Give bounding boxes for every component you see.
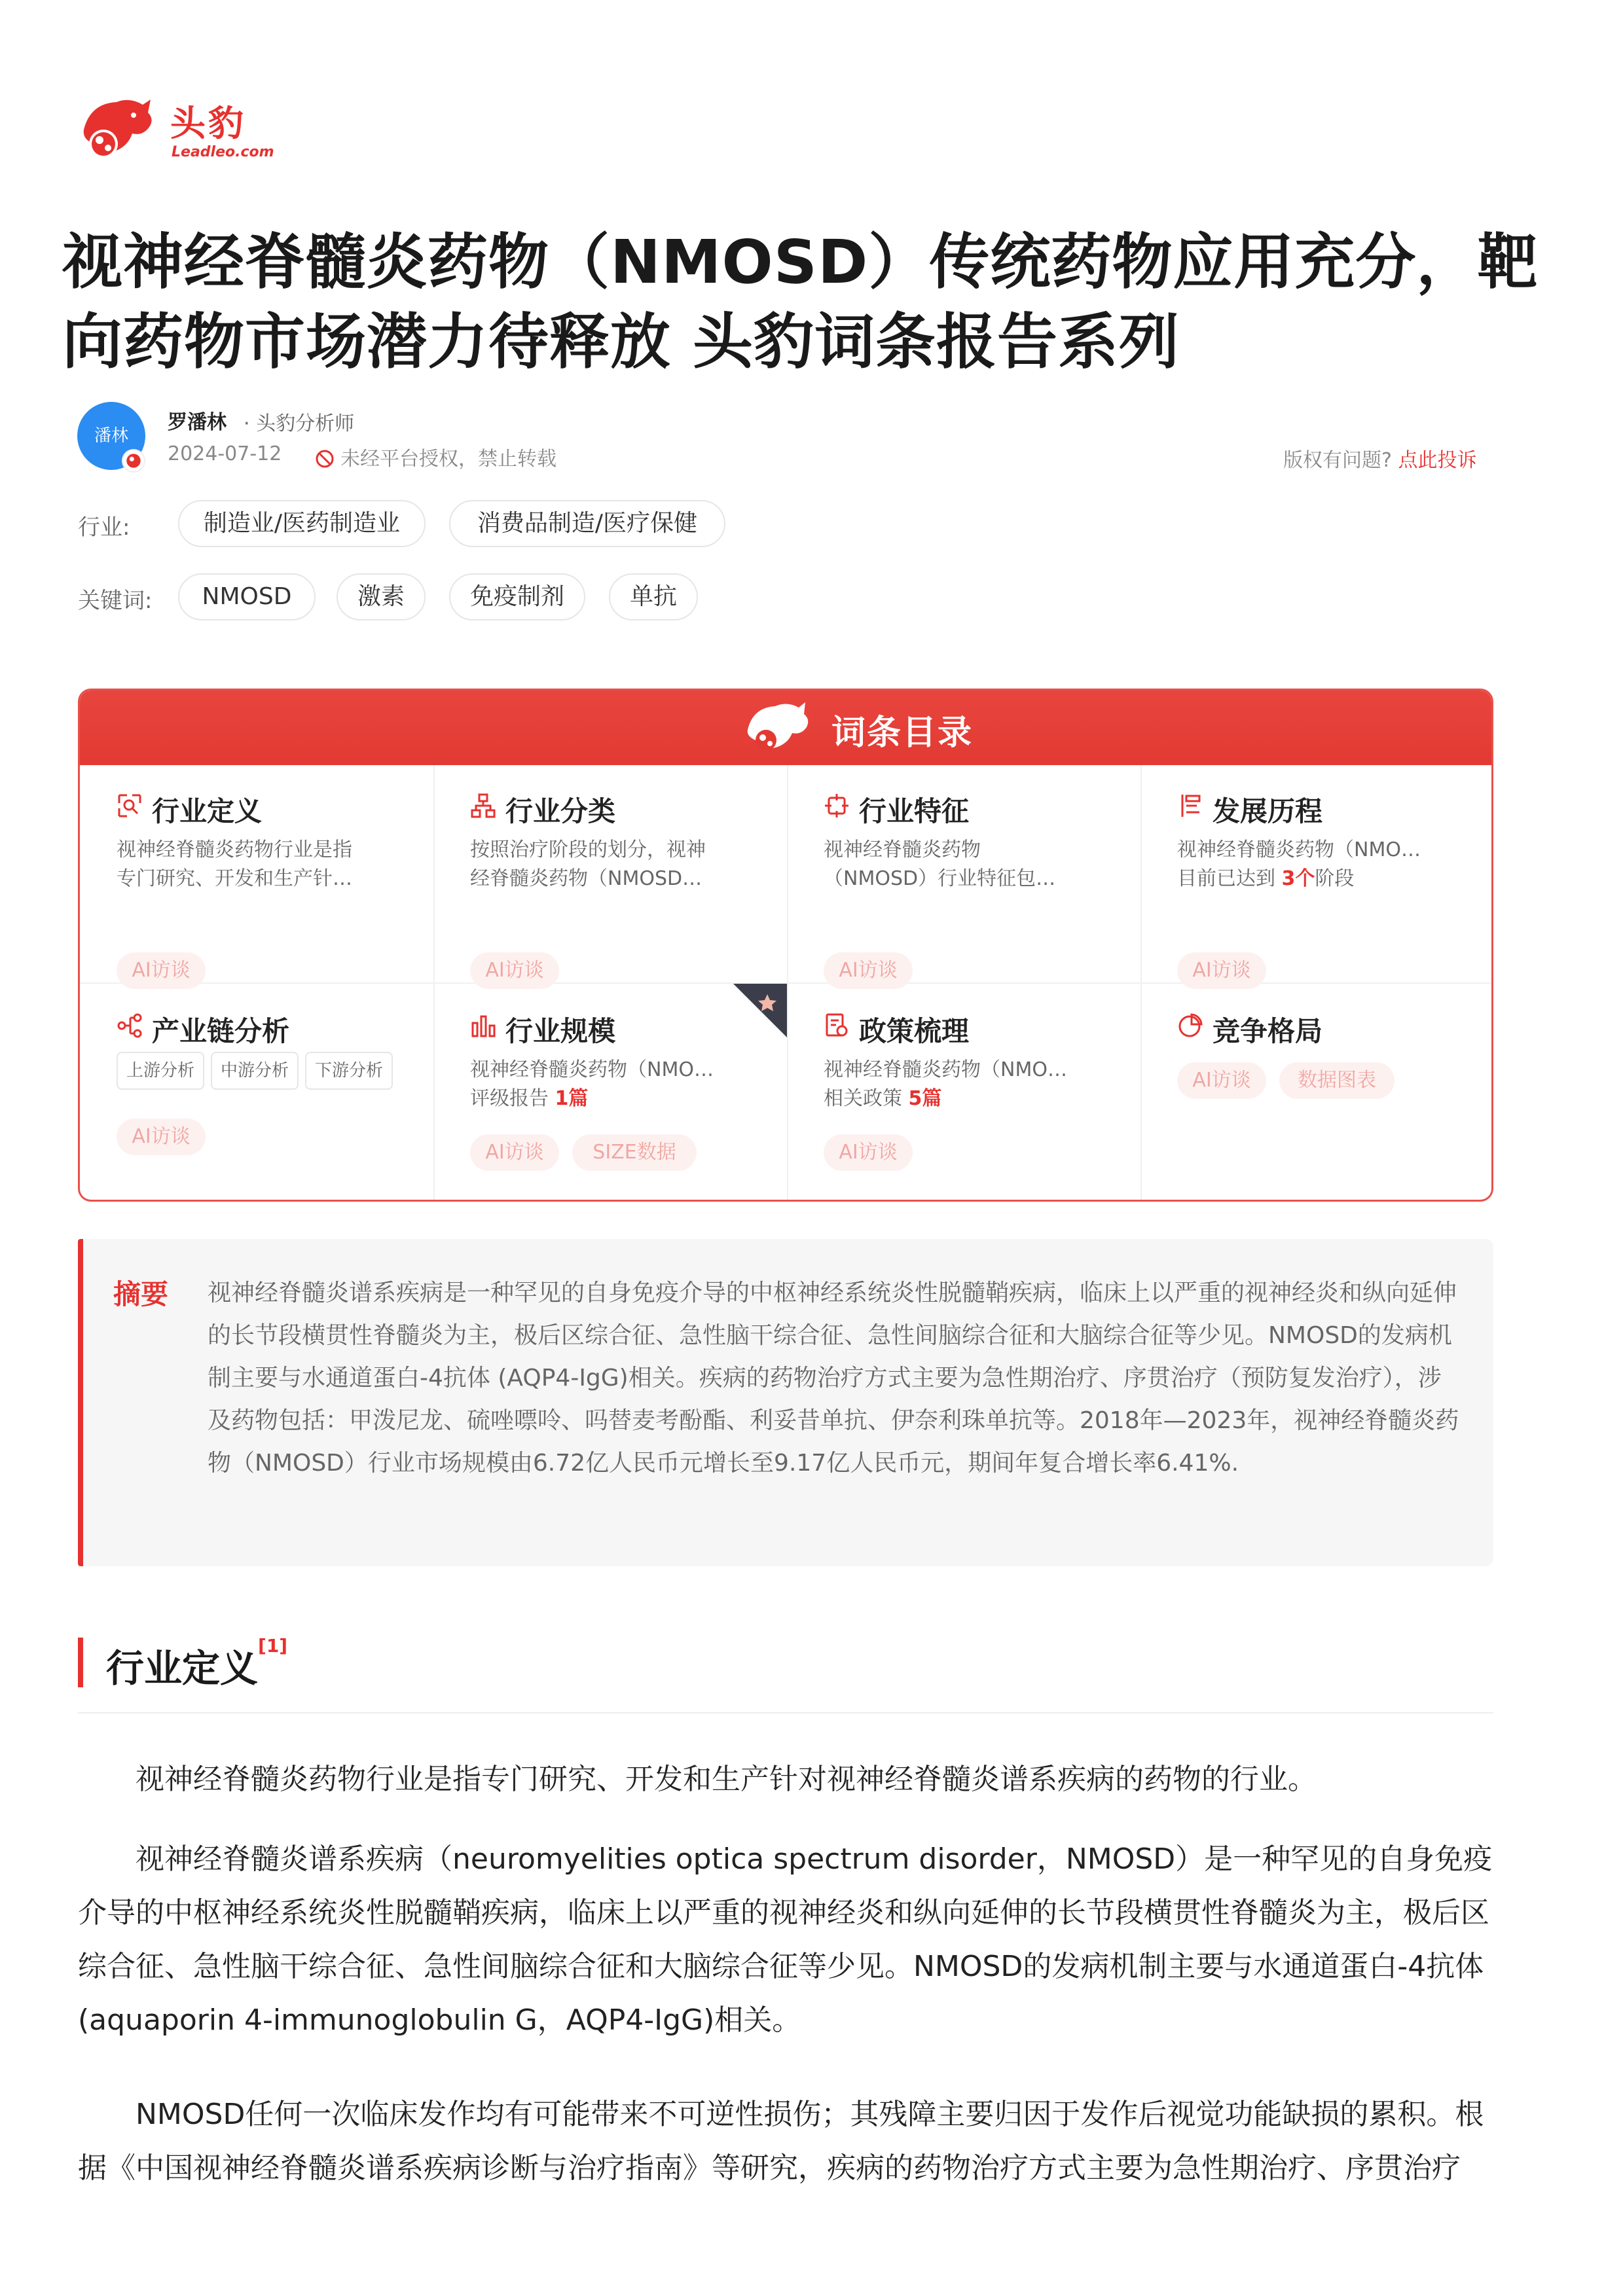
catalog-item-title: 发展历程: [1213, 795, 1323, 827]
page-title: 视神经脊髓炎药物（NMOSD）传统药物应用充分，靶向药物市场潜力待释放 头豹词条报告系列: [62, 227, 1539, 377]
catalog-item-title: 行业分类: [505, 795, 616, 827]
catalog-header: [80, 691, 1491, 765]
industry-label: 行业:: [78, 514, 130, 541]
catalog-item-title: 行业定义: [152, 795, 263, 827]
report-link[interactable]: 点此投诉: [1398, 449, 1477, 472]
midstream-tag[interactable]: 中游分析: [211, 1052, 299, 1090]
pie-chart-icon: [1177, 1013, 1203, 1039]
brand-name: 头豹: [170, 103, 246, 144]
chain-icon: [117, 1013, 143, 1039]
catalog-item-features[interactable]: [787, 764, 1140, 983]
catalog-item-desc: 视神经脊髓炎药物行业是指 专门研究、开发和生产针…: [117, 838, 352, 890]
hierarchy-icon: [470, 793, 496, 819]
catalog-item-desc: 视神经脊髓炎药物 （NMOSD）行业特征包…: [824, 838, 1056, 890]
industry-chip[interactable]: 制造业/医药制造业: [178, 500, 426, 547]
abstract-box: [78, 1239, 1493, 1566]
divider: [78, 1712, 1493, 1713]
copyright-notice: [1283, 444, 1476, 473]
publish-date: 2024-07-12: [168, 442, 282, 465]
author-role: · 头豹分析师: [244, 412, 355, 435]
catalog-item-title: 产业链分析: [152, 1015, 290, 1047]
downstream-tag[interactable]: 下游分析: [305, 1052, 393, 1090]
avatar[interactable]: 潘林: [77, 402, 145, 470]
catalog-item-classification[interactable]: [433, 764, 787, 983]
crosshair-icon: [824, 793, 850, 819]
catalog-item-desc: 视神经脊髓炎药物（NMO… 相关政策 5篇: [824, 1058, 1067, 1110]
catalog-item-title: 行业规模: [505, 1015, 616, 1047]
prohibited-icon: [314, 448, 335, 469]
timeline-icon: [1177, 793, 1203, 819]
copyright-question: 版权有问题?: [1283, 449, 1392, 472]
catalog-title: 词条目录: [831, 713, 974, 753]
ai-interview-pill[interactable]: AI访谈: [1177, 1062, 1266, 1099]
keyword-chip[interactable]: 单抗: [609, 573, 698, 620]
abstract-label: 摘要: [113, 1278, 169, 1310]
catalog-item-competition[interactable]: [1140, 984, 1493, 1202]
keyword-chip[interactable]: NMOSD: [178, 573, 316, 620]
abstract-accent: [78, 1239, 83, 1566]
catalog-item-desc: 视神经脊髓炎药物（NMO… 评级报告 1篇: [470, 1058, 714, 1110]
search-doc-icon: [117, 793, 143, 819]
industry-chip[interactable]: 消费品制造/医疗保健: [449, 500, 725, 547]
section-title: 行业定义[1]: [106, 1635, 288, 1691]
catalog-item-title: 行业特征: [859, 795, 970, 827]
brand-domain: Leadleo.com: [172, 144, 274, 160]
size-data-pill[interactable]: SIZE数据: [572, 1134, 697, 1171]
ai-interview-pill[interactable]: AI访谈: [117, 1119, 206, 1155]
section-accent: [78, 1638, 83, 1687]
author-name[interactable]: 罗潘林: [168, 411, 227, 434]
paragraph: 视神经脊髓炎药物行业是指专门研究、开发和生产针对视神经脊髓炎谱系疾病的药物的行业。: [136, 1763, 1317, 1796]
ai-interview-pill[interactable]: AI访谈: [1177, 952, 1266, 989]
reference-link[interactable]: [1]: [258, 1635, 288, 1657]
catalog-item-history[interactable]: [1140, 764, 1493, 983]
data-chart-pill[interactable]: 数据图表: [1279, 1062, 1395, 1099]
ai-interview-pill[interactable]: AI访谈: [824, 1134, 913, 1171]
policy-doc-icon: [824, 1013, 850, 1039]
ai-interview-pill[interactable]: AI访谈: [824, 952, 913, 989]
repost-notice: [314, 442, 556, 471]
ai-interview-pill[interactable]: AI访谈: [117, 952, 206, 989]
featured-star-icon: [733, 984, 787, 1037]
paragraph: 视神经脊髓炎谱系疾病（neuromyelities optica spectrum disorder，NMOSD）是一种罕见的自身免疫介导的中枢神经系统炎性脱髓鞘疾病，临床上以严重的视神经炎和纵向延伸的长节段横贯性脊髓炎为主，极后区综合征、急性脑干综合征、急性间脑综合征和大脑综合征等少见。NMOSD的发病机制主要与水通道蛋白-4抗体 (aquaporin 4-immunoglobulin G，AQP4-IgG)相关。: [78, 1842, 1493, 2037]
bar-chart-icon: [470, 1013, 496, 1039]
catalog-item-desc: 视神经脊髓炎药物（NMO… 目前已达到 3个阶段: [1177, 838, 1421, 890]
leopard-logo-icon: [77, 90, 156, 169]
catalog-item-scale[interactable]: [433, 984, 787, 1202]
leopard-logo-icon: [742, 697, 821, 760]
ai-interview-pill[interactable]: AI访谈: [470, 1134, 559, 1171]
catalog-card: [78, 689, 1493, 1202]
catalog-item-desc: 按照治疗阶段的划分，视神 经脊髓炎药物（NMOSD…: [470, 838, 706, 890]
repost-notice-text: 未经平台授权，禁止转载: [340, 448, 556, 471]
catalog-item-policy[interactable]: [787, 984, 1140, 1202]
catalog-item-definition[interactable]: [80, 764, 433, 983]
catalog-item-title: 竞争格局: [1213, 1015, 1323, 1047]
abstract-text: 视神经脊髓炎谱系疾病是一种罕见的自身免疫介导的中枢神经系统炎性脱髓鞘疾病，临床上以严重的视神经炎和纵向延伸的长节段横贯性脊髓炎为主，极后区综合征、急性脑干综合征、急性间脑综合征和大脑综合征等少见。NMOSD的发病机制主要与水通道蛋白-4抗体 (AQP4-IgG)相关。疾病的药物治疗方式主要为急性期治疗、序贯治疗（预防复发治疗），涉及药物包括：甲泼尼龙、硫唑嘌呤、吗替麦考酚酯、利妥昔单抗、伊奈利珠单抗等。2018年—2023年，视神经脊髓炎药物（NMOSD）行业市场规模由6.72亿人民币元增长至9.17亿人民币元，期间年复合增长率6.41%.: [208, 1280, 1459, 1477]
paragraph: NMOSD任何一次临床发作均有可能带来不可逆性损伤；其残障主要归因于发作后视觉功能缺损的累积。根据《中国视神经脊髓炎谱系疾病诊断与治疗指南》等研究，疾病的药物治疗方式主要为急性期治疗、序贯治疗: [78, 2098, 1484, 2185]
brand-logo[interactable]: [77, 90, 274, 169]
brand-badge-icon: [122, 449, 145, 473]
upstream-tag[interactable]: 上游分析: [117, 1052, 204, 1090]
catalog-item-chain[interactable]: [80, 984, 433, 1202]
keyword-chip[interactable]: 激素: [337, 573, 426, 620]
ai-interview-pill[interactable]: AI访谈: [470, 952, 559, 989]
keywords-label: 关键词:: [78, 588, 153, 614]
keyword-chip[interactable]: 免疫制剂: [449, 573, 585, 620]
catalog-item-title: 政策梳理: [859, 1015, 970, 1047]
